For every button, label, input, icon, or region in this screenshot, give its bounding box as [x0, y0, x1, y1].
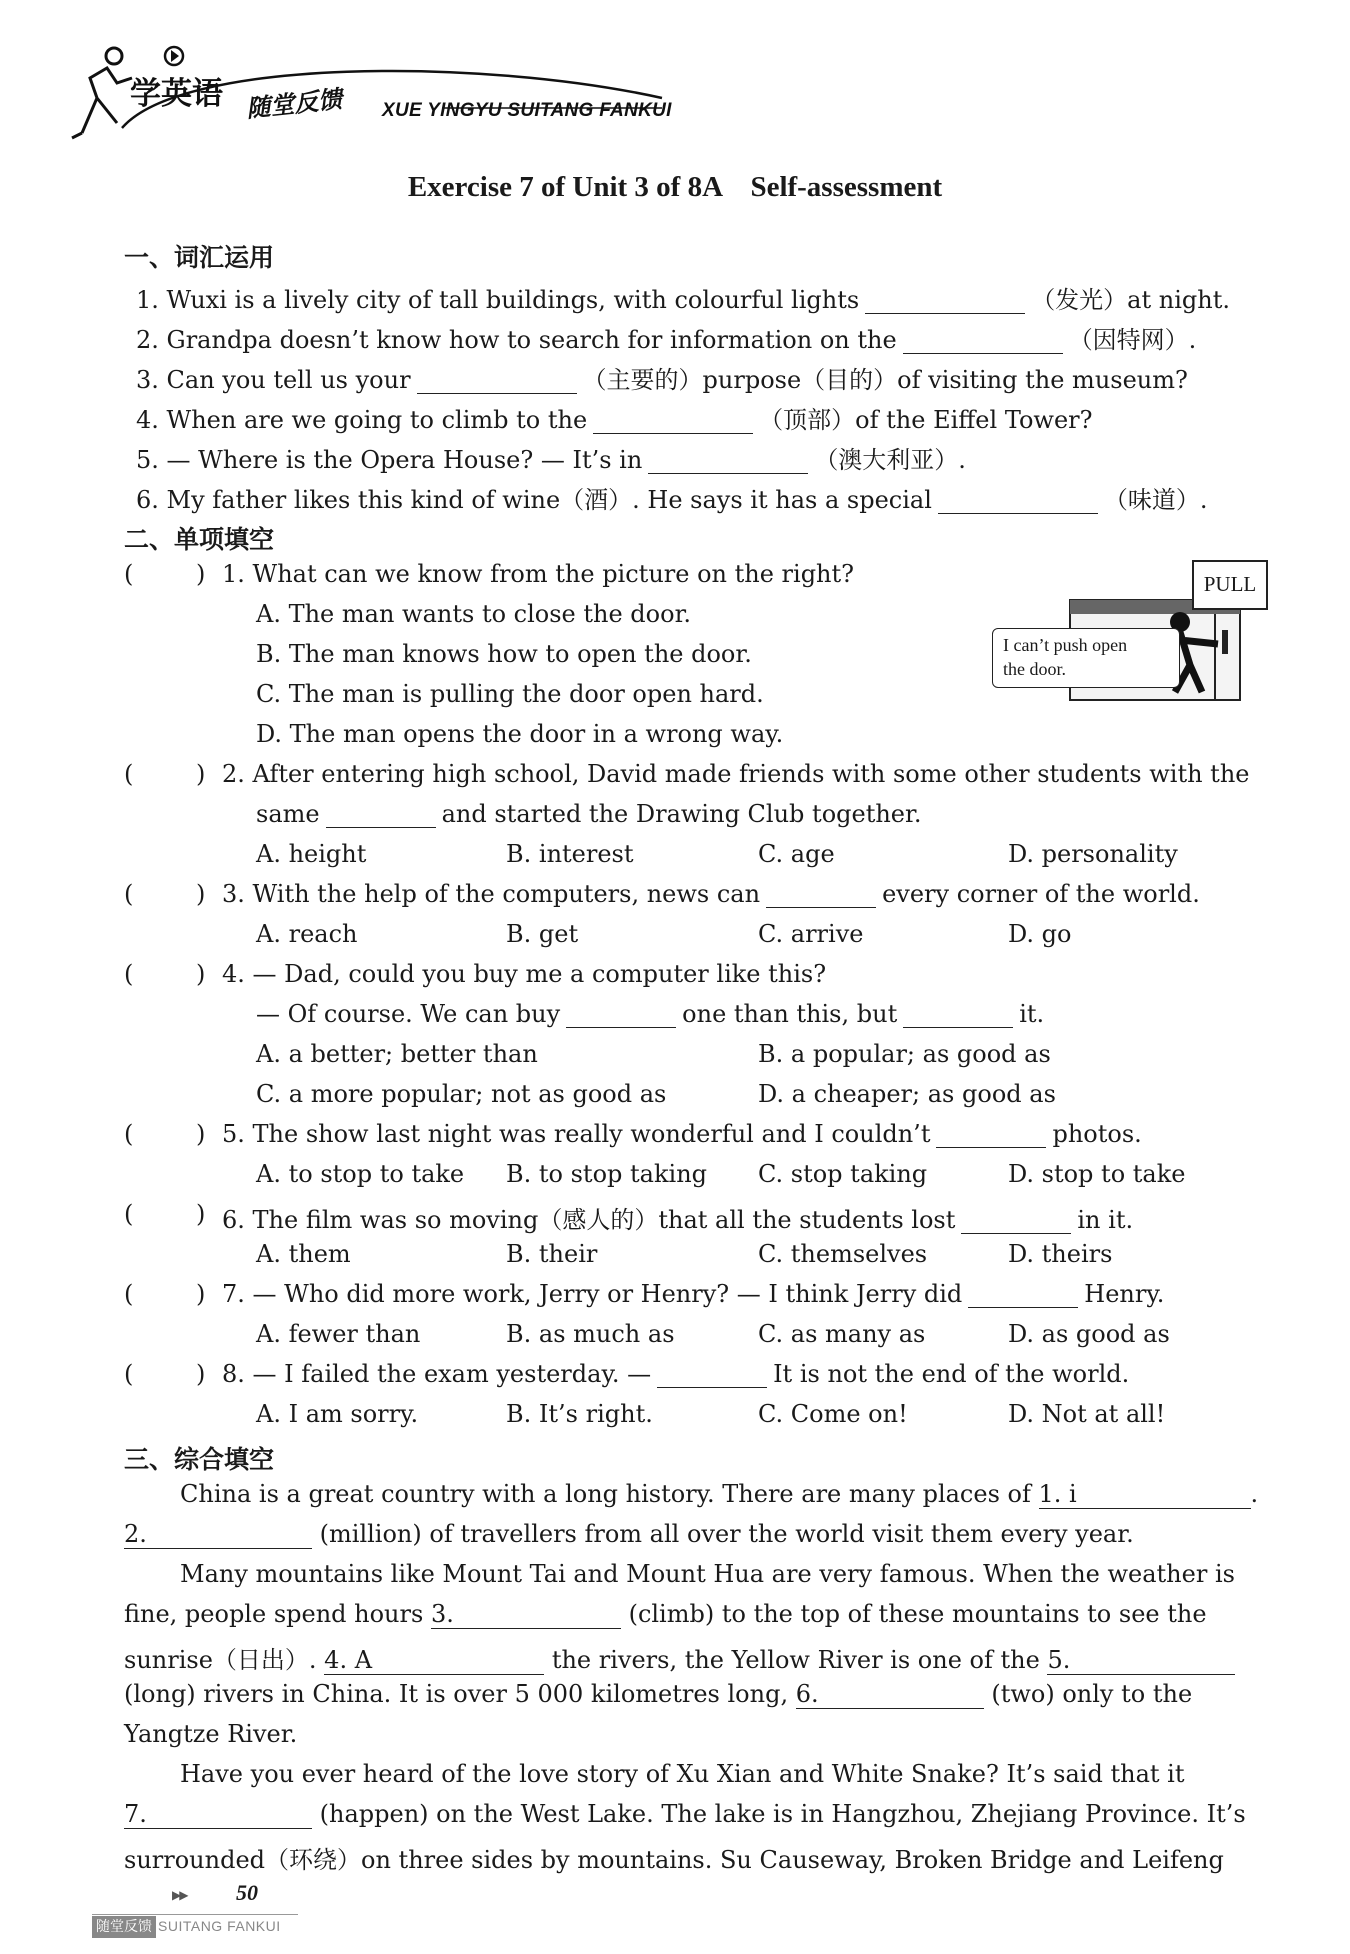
answer-paren-open[interactable]: (	[124, 960, 134, 988]
answer-paren-close[interactable]: )	[196, 1120, 206, 1148]
vocab-item-1	[136, 280, 1230, 315]
answer-blank[interactable]	[657, 1361, 767, 1388]
answer-paren-close[interactable]: )	[196, 960, 206, 988]
question-8-stem	[222, 1360, 1129, 1388]
vocab-item-2	[136, 320, 1196, 355]
q8-option-c[interactable]: C. Come on!	[758, 1400, 908, 1428]
q1-option-d[interactable]: D. The man opens the door in a wrong way.	[256, 720, 784, 748]
passage-text: (two) only to the	[991, 1680, 1193, 1708]
answer-paren-close[interactable]: )	[196, 760, 206, 788]
q3-option-d[interactable]: D. go	[1008, 920, 1072, 948]
question-1-stem: 1. What can we know from the picture on the right?	[222, 560, 855, 588]
brand-chinese-subtitle: 随堂反馈	[245, 85, 344, 123]
q5-option-b[interactable]: B. to stop taking	[506, 1160, 708, 1188]
q6-option-a[interactable]: A. them	[256, 1240, 351, 1268]
stem-text: — Of course. We can buy	[256, 1000, 561, 1028]
page-arrows-icon: ▶▶	[172, 1888, 187, 1902]
answer-blank[interactable]	[936, 1121, 1046, 1148]
item-hint: （味道）.	[1103, 486, 1208, 514]
stem-text: photos.	[1052, 1120, 1142, 1148]
section3-heading: 三、综合填空	[124, 1445, 275, 1474]
item-hint: （澳大利亚）.	[814, 446, 966, 474]
answer-paren-open[interactable]: (	[124, 1200, 134, 1228]
speech-bubble	[992, 628, 1180, 688]
q1-option-c[interactable]: C. The man is pulling the door open hard.	[256, 680, 764, 708]
passage-text: (million) of travellers from all over the world visit them every year.	[319, 1520, 1134, 1548]
passage-text: sunrise（日出）.	[124, 1646, 317, 1674]
q8-option-b[interactable]: B. It’s right.	[506, 1400, 653, 1428]
stem-text: one than this, but	[682, 1000, 898, 1028]
passage-line	[124, 1640, 1235, 1675]
stem-text: it.	[1019, 1000, 1045, 1028]
passage-text: (long) rivers in China. It is over 5 000 kilometres long,	[124, 1680, 789, 1708]
vocab-item-6	[136, 480, 1208, 515]
pull-sign: PULL	[1192, 560, 1268, 610]
question-4-stem: 4. — Dad, could you buy me a computer like this?	[222, 960, 827, 988]
passage-line: Yangtze River.	[124, 1720, 298, 1748]
q5-option-d[interactable]: D. stop to take	[1008, 1160, 1186, 1188]
passage-text: fine, people spend hours	[124, 1600, 424, 1628]
q4-option-c[interactable]: C. a more popular; not as good as	[256, 1080, 667, 1108]
answer-blank[interactable]	[865, 287, 1025, 314]
q5-option-c[interactable]: C. stop taking	[758, 1160, 928, 1188]
passage-text: the rivers, the Yellow River is one of the	[551, 1646, 1040, 1674]
question-7-stem	[222, 1280, 1164, 1308]
passage-text: China is a great country with a long history. There are many places of	[180, 1480, 1031, 1508]
q3-option-b[interactable]: B. get	[506, 920, 579, 948]
answer-blank[interactable]	[938, 487, 1098, 514]
answer-blank-2[interactable]: 2.	[124, 1520, 312, 1549]
item-text: 2. Grandpa doesn’t know how to search for information on the	[136, 326, 897, 354]
answer-paren-close[interactable]: )	[196, 1200, 206, 1228]
answer-blank[interactable]	[648, 447, 808, 474]
question-2-stem-line2	[256, 800, 921, 828]
passage-line	[124, 1520, 1134, 1549]
stem-text: 6. The film was so moving（感人的）that all the students lost	[222, 1206, 956, 1234]
answer-blank[interactable]	[903, 327, 1063, 354]
title-exercise: Exercise 7 of Unit 3 of 8A	[407, 171, 722, 203]
q1-option-a[interactable]: A. The man wants to close the door.	[256, 600, 692, 628]
question-6-stem	[222, 1200, 1133, 1235]
footer-brand-text: SUITANG FANKUI	[158, 1918, 281, 1934]
answer-blank-1[interactable]: 1. i	[1039, 1480, 1251, 1509]
answer-paren-open[interactable]: (	[124, 1360, 134, 1388]
question-4-line2	[256, 1000, 1044, 1028]
item-hint: （主要的）purpose（目的）of visiting the museum?	[582, 366, 1188, 394]
answer-blank[interactable]	[961, 1207, 1071, 1234]
answer-paren-open[interactable]: (	[124, 760, 134, 788]
passage-line	[124, 1600, 1207, 1629]
answer-paren-close[interactable]: )	[196, 1280, 206, 1308]
stem-text: and started the Drawing Club together.	[441, 800, 922, 828]
question-3-stem	[222, 880, 1200, 908]
item-text: 5. — Where is the Opera House? — It’s in	[136, 446, 643, 474]
passage-line	[124, 1680, 1192, 1709]
answer-blank[interactable]	[566, 1001, 676, 1028]
bubble-line: the door.	[1003, 659, 1066, 679]
q6-option-d[interactable]: D. theirs	[1008, 1240, 1113, 1268]
stem-text: same	[256, 800, 320, 828]
q5-option-a[interactable]: A. to stop to take	[256, 1160, 465, 1188]
answer-blank[interactable]	[593, 407, 753, 434]
item-hint: （因特网）.	[1068, 326, 1197, 354]
answer-paren-open[interactable]: (	[124, 1120, 134, 1148]
q4-option-a[interactable]: A. a better; better than	[256, 1040, 538, 1068]
answer-blank[interactable]	[968, 1281, 1078, 1308]
footer-brand-box: 随堂反馈	[92, 1916, 156, 1938]
q7-option-a[interactable]: A. fewer than	[256, 1320, 421, 1348]
answer-paren-open[interactable]: (	[124, 560, 134, 588]
section2-heading: 二、单项填空	[124, 525, 275, 554]
page-number: 50	[236, 1880, 258, 1905]
answer-paren-close[interactable]: )	[196, 1360, 206, 1388]
q2-option-d[interactable]: D. personality	[1008, 840, 1178, 868]
passage-text: (happen) on the West Lake. The lake is in Hangzhou, Zhejiang Province. It’s	[319, 1800, 1246, 1828]
q4-option-d[interactable]: D. a cheaper; as good as	[758, 1080, 1056, 1108]
answer-paren-open[interactable]: (	[124, 1280, 134, 1308]
brand-english-title: XUE YINGYU SUITANG FANKUI	[382, 100, 672, 121]
q4-option-b[interactable]: B. a popular; as good as	[758, 1040, 1051, 1068]
q6-option-c[interactable]: C. themselves	[758, 1240, 928, 1268]
q2-option-c[interactable]: C. age	[758, 840, 835, 868]
passage-line: surrounded（环绕）on three sides by mountains. Su Causeway, Broken Bridge and Leifeng	[124, 1846, 1224, 1874]
q8-option-d[interactable]: D. Not at all!	[1008, 1400, 1166, 1428]
answer-paren-close[interactable]: )	[196, 560, 206, 588]
q3-option-a[interactable]: A. reach	[256, 920, 358, 948]
section1-heading: 一、词汇运用	[124, 243, 275, 272]
answer-blank-3[interactable]: 3.	[431, 1600, 621, 1629]
answer-blank[interactable]	[326, 801, 436, 828]
stem-text: every corner of the world.	[882, 880, 1200, 908]
q1-option-b[interactable]: B. The man knows how to open the door.	[256, 640, 752, 668]
passage-line: Have you ever heard of the love story of Xu Xian and White Snake? It’s said that it	[180, 1760, 1185, 1788]
bubble-line: I can’t push open	[1003, 635, 1128, 655]
question-2-stem: 2. After entering high school, David made friends with some other students with the	[222, 760, 1250, 788]
answer-blank-5[interactable]: 5.	[1047, 1646, 1235, 1675]
stem-text: Henry.	[1084, 1280, 1165, 1308]
q7-option-b[interactable]: B. as much as	[506, 1320, 675, 1348]
footer-divider	[92, 1914, 298, 1915]
stem-text: 7. — Who did more work, Jerry or Henry? — I think Jerry did	[222, 1280, 963, 1308]
answer-paren-open[interactable]: (	[124, 880, 134, 908]
item-text: 1. Wuxi is a lively city of tall buildings, with colourful lights	[136, 286, 860, 314]
answer-blank-4[interactable]: 4. A	[324, 1646, 544, 1675]
q2-option-a[interactable]: A. height	[256, 840, 367, 868]
answer-blank[interactable]	[903, 1001, 1013, 1028]
answer-blank[interactable]	[766, 881, 876, 908]
title-self-assessment: Self-assessment	[750, 171, 943, 203]
item-hint: （发光）at night.	[1031, 286, 1230, 314]
q3-option-c[interactable]: C. arrive	[758, 920, 864, 948]
passage-line	[124, 1800, 1246, 1829]
question-5-stem	[222, 1120, 1142, 1148]
page-title	[0, 171, 1350, 204]
stem-text: in it.	[1077, 1206, 1134, 1234]
answer-blank-6[interactable]: 6.	[796, 1680, 984, 1709]
vocab-item-5	[136, 440, 966, 475]
q7-option-d[interactable]: D. as good as	[1008, 1320, 1170, 1348]
item-text: 4. When are we going to climb to the	[136, 406, 588, 434]
q8-option-a[interactable]: A. I am sorry.	[256, 1400, 419, 1428]
passage-line: China is a great country with a long history. There are many places of 1. i .	[180, 1480, 1259, 1508]
vocab-item-4	[136, 400, 1093, 435]
passage-text: (climb) to the top of these mountains to see the	[628, 1600, 1207, 1628]
passage-line: Many mountains like Mount Tai and Mount Hua are very famous. When the weather is	[180, 1560, 1235, 1588]
vocab-item-3	[136, 360, 1188, 395]
stem-text: It is not the end of the world.	[773, 1360, 1130, 1388]
item-text: 3. Can you tell us your	[136, 366, 411, 394]
q7-option-c[interactable]: C. as many as	[758, 1320, 926, 1348]
answer-blank-7[interactable]: 7.	[124, 1800, 312, 1829]
brand-chinese-title: 学英语	[130, 76, 223, 112]
item-hint: （顶部）of the Eiffel Tower?	[759, 406, 1093, 434]
q6-option-b[interactable]: B. their	[506, 1240, 598, 1268]
stem-text: 5. The show last night was really wonderful and I couldn’t	[222, 1120, 931, 1148]
q2-option-b[interactable]: B. interest	[506, 840, 634, 868]
item-text: 6. My father likes this kind of wine（酒）. He says it has a special	[136, 486, 932, 514]
stem-text: 3. With the help of the computers, news can	[222, 880, 761, 908]
answer-paren-close[interactable]: )	[196, 880, 206, 908]
stem-text: 8. — I failed the exam yesterday. —	[222, 1360, 652, 1388]
answer-blank[interactable]	[417, 367, 577, 394]
